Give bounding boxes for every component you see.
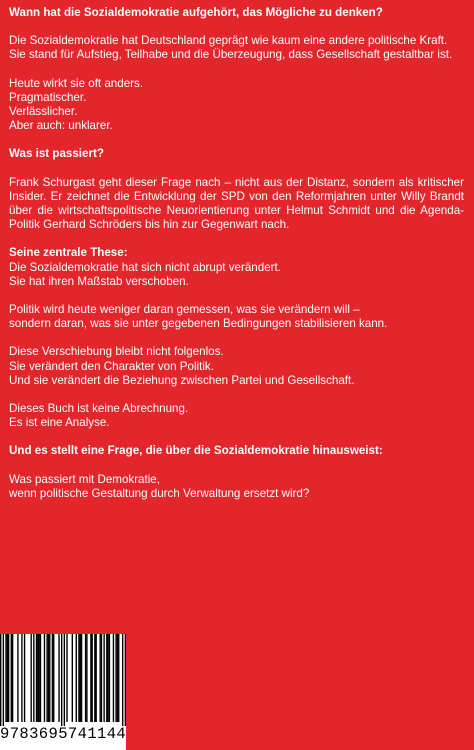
- final-question-heading: Und es stellt eine Frage, die über die Sozialdemokratie hinausweist:: [9, 444, 383, 458]
- barcode-bar: [113, 634, 114, 722]
- barcode-bar: [81, 634, 82, 722]
- shift-line-1: Diese Verschiebung bleibt nicht folgenlos.: [9, 345, 224, 359]
- today-line-2: Pragmatischer.: [9, 90, 87, 104]
- isbn-number: 9783695741144: [0, 725, 127, 743]
- barcode-bar: [95, 634, 96, 722]
- barcode-bar: [90, 634, 91, 722]
- barcode-bar: [53, 634, 54, 722]
- barcode-bar: [103, 634, 104, 722]
- barcode-bar: [86, 634, 87, 722]
- barcode-bar: [38, 634, 39, 722]
- barcode-bar: [94, 634, 95, 722]
- barcode-bar: [5, 634, 6, 722]
- book-paragraph: [9, 402, 464, 430]
- book-line-2: Es ist eine Analyse.: [9, 416, 110, 430]
- barcode-bar: [52, 634, 53, 722]
- barcode-bar: [24, 634, 25, 722]
- barcode-bar: [99, 634, 100, 722]
- barcode-bar: [3, 634, 4, 726]
- question-line-1: Was passiert mit Demokratie,: [9, 472, 160, 486]
- barcode-bar: [36, 634, 37, 722]
- barcode-bar: [92, 634, 93, 722]
- barcode-bar: [109, 634, 110, 722]
- intro-line-2: Sie stand für Aufstieg, Teilhabe und die Überzeugung, dass Gesellschaft gestaltbar ist.: [9, 48, 453, 62]
- barcode-bar: [64, 634, 65, 726]
- barcode-bar: [61, 634, 62, 726]
- barcode-bar: [46, 634, 47, 722]
- barcode-bar: [12, 634, 13, 722]
- back-cover-text: [9, 6, 464, 515]
- barcode-bar: [101, 634, 102, 722]
- barcode-bar: [37, 634, 38, 722]
- barcode-bar: [125, 634, 126, 726]
- politics-line-1: Politik wird heute weniger daran gemessen, was sie verändern will –: [9, 303, 360, 317]
- barcode-bar: [107, 634, 108, 722]
- intro-line-1: Die Sozialdemokratie hat Deutschland geprägt wie kaum eine andere politische Kraft.: [9, 34, 448, 48]
- thesis-line-2: Sie hat ihren Maßstab verschoben.: [9, 274, 189, 288]
- barcode-bar: [0, 634, 1, 726]
- barcode-bar: [49, 634, 50, 722]
- main-question-heading: Wann hat die Sozialdemokratie aufgehört, das Mögliche zu denken?: [9, 6, 383, 19]
- barcode-bar: [72, 634, 73, 722]
- barcode-bar: [106, 634, 107, 722]
- politics-paragraph: [9, 303, 464, 331]
- barcode-bar: [17, 634, 18, 722]
- barcode-bar: [66, 634, 67, 722]
- intro-paragraph: [9, 34, 464, 62]
- shift-paragraph: [9, 345, 464, 388]
- today-line-3: Verlässlicher.: [9, 105, 78, 119]
- barcode-bar: [33, 634, 34, 722]
- question-paragraph: [9, 473, 464, 501]
- what-happened-heading: Was ist passiert?: [9, 147, 104, 161]
- barcode-bar: [58, 634, 59, 722]
- thesis-line-1: Die Sozialdemokratie hat sich nicht abrupt verändert.: [9, 260, 281, 274]
- barcode-bar: [85, 634, 86, 722]
- barcode-bar: [118, 634, 119, 722]
- barcode-bar: [115, 634, 116, 722]
- shift-line-2: Sie verändert den Charakter von Politik.: [9, 359, 214, 373]
- barcode-bar: [21, 634, 22, 722]
- barcode-bar: [117, 634, 118, 722]
- thesis-heading: Seine zentrale These:: [9, 246, 128, 260]
- barcode-bar: [122, 634, 123, 726]
- barcode-bars: [0, 634, 126, 726]
- barcode-bar: [48, 634, 49, 722]
- today-line-4: Aber auch: unklarer.: [9, 119, 113, 133]
- barcode-bar: [11, 634, 12, 722]
- book-line-1: Dieses Buch ist keine Abrechnung.: [9, 402, 189, 416]
- barcode-bar: [78, 634, 79, 722]
- barcode-bar: [7, 634, 8, 722]
- politics-line-2: sondern daran, was sie unter gegebenen Bedingungen stabilisieren kann.: [9, 317, 388, 331]
- barcode-bar: [80, 634, 81, 722]
- question-line-2: wenn politische Gestaltung durch Verwaltung ersetzt wird?: [9, 486, 310, 500]
- barcode-bar: [76, 634, 77, 722]
- barcode-bar: [44, 634, 45, 722]
- thesis-paragraph: [9, 261, 464, 289]
- shift-line-3: Und sie verändert die Beziehung zwischen Partei und Gesellschaft.: [9, 373, 355, 387]
- barcode-bar: [31, 634, 32, 722]
- isbn-barcode: [0, 634, 126, 750]
- today-line-1: Heute wirkt sie oft anders.: [9, 76, 144, 90]
- barcode-bar: [40, 634, 41, 722]
- barcode-bar: [8, 634, 9, 722]
- author-paragraph: Frank Schurgast geht dieser Frage nach – nicht aus der Distanz, sondern als kritischer Insider. Er zeichnet die Entwicklung der SPD von den Reformjahren unter Willy Brandt über die wirtschaftspolitische Neuorientierung unter Helmut Schmidt und die Agenda-Politik Gerhard Schröders bis hin zur Gegenwart nach.: [9, 175, 464, 232]
- today-paragraph: [9, 77, 464, 134]
